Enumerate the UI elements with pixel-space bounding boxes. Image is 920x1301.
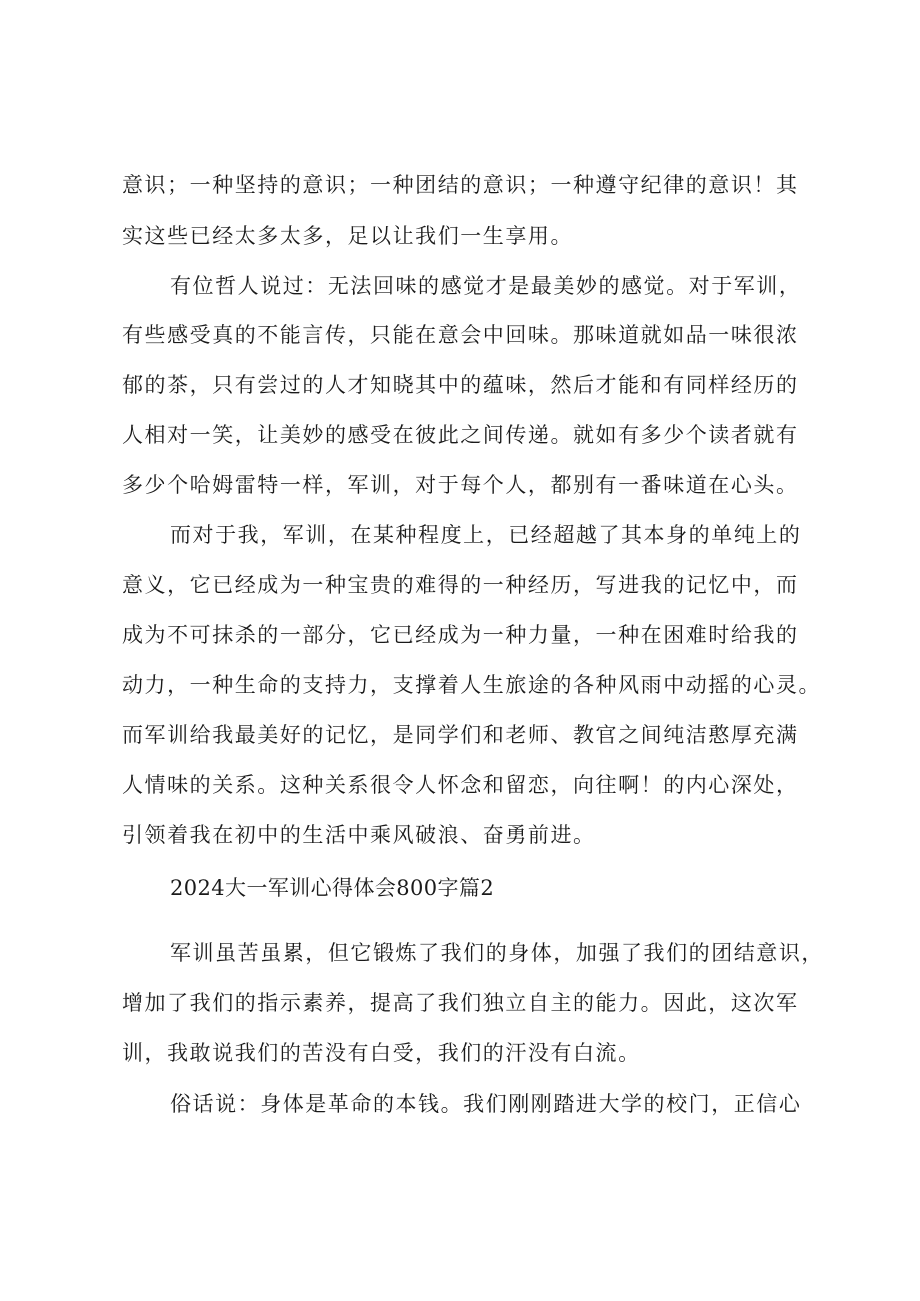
text-line: 实这些已经太多太多，足以让我们一生享用。: [122, 224, 573, 248]
text-line: 训，我敢说我们的苦没有白受，我们的汗没有白流。: [122, 1041, 641, 1065]
text-line: 引领着我在初中的生活中乘风破浪、奋勇前进。: [122, 823, 596, 847]
section-heading: 2024大一军训心得体会800字篇2: [170, 876, 495, 900]
text-line: 成为不可抹杀的一部分，它已经成为一种力量，一种在困难时给我的: [122, 623, 799, 647]
text-line: 俗话说：身体是革命的本钱。我们刚刚踏进大学的校门，正信心: [170, 1092, 802, 1116]
text-line: 而对于我，军训，在某种程度上，已经超越了其本身的单纯上的: [170, 523, 802, 547]
text-line: 多少个哈姆雷特一样，军训，对于每个人，都别有一番味道在心头。: [122, 473, 799, 497]
text-line: 增加了我们的指示素养，提高了我们独立自主的能力。因此，这次军: [122, 991, 799, 1015]
text-line: 动力，一种生命的支持力，支撑着人生旅途的各种风雨中动摇的心灵。: [122, 673, 822, 697]
text-line: 有位哲人说过：无法回味的感觉才是最美妙的感觉。对于军训，: [170, 274, 802, 298]
text-line: 有些感受真的不能言传，只能在意会中回味。那味道就如品一味很浓: [122, 323, 799, 347]
text-line: 人相对一笑，让美妙的感受在彼此之间传递。就如有多少个读者就有: [122, 423, 799, 447]
text-line: 军训虽苦虽累，但它锻炼了我们的身体，加强了我们的团结意识，: [170, 941, 824, 965]
text-line: 意识；一种坚持的意识；一种团结的意识；一种遵守纪律的意识！其: [122, 173, 799, 197]
text-line: 意义，它已经成为一种宝贵的难得的一种经历，写进我的记忆中，而: [122, 573, 799, 597]
text-line: 而军训给我最美好的记忆，是同学们和老师、教官之间纯洁憨厚充满: [122, 723, 799, 747]
text-line: 郁的茶，只有尝过的人才知晓其中的蕴味，然后才能和有同样经历的: [122, 373, 799, 397]
text-line: 人情味的关系。这种关系很令人怀念和留恋，向往啊！的内心深处，: [122, 773, 799, 797]
